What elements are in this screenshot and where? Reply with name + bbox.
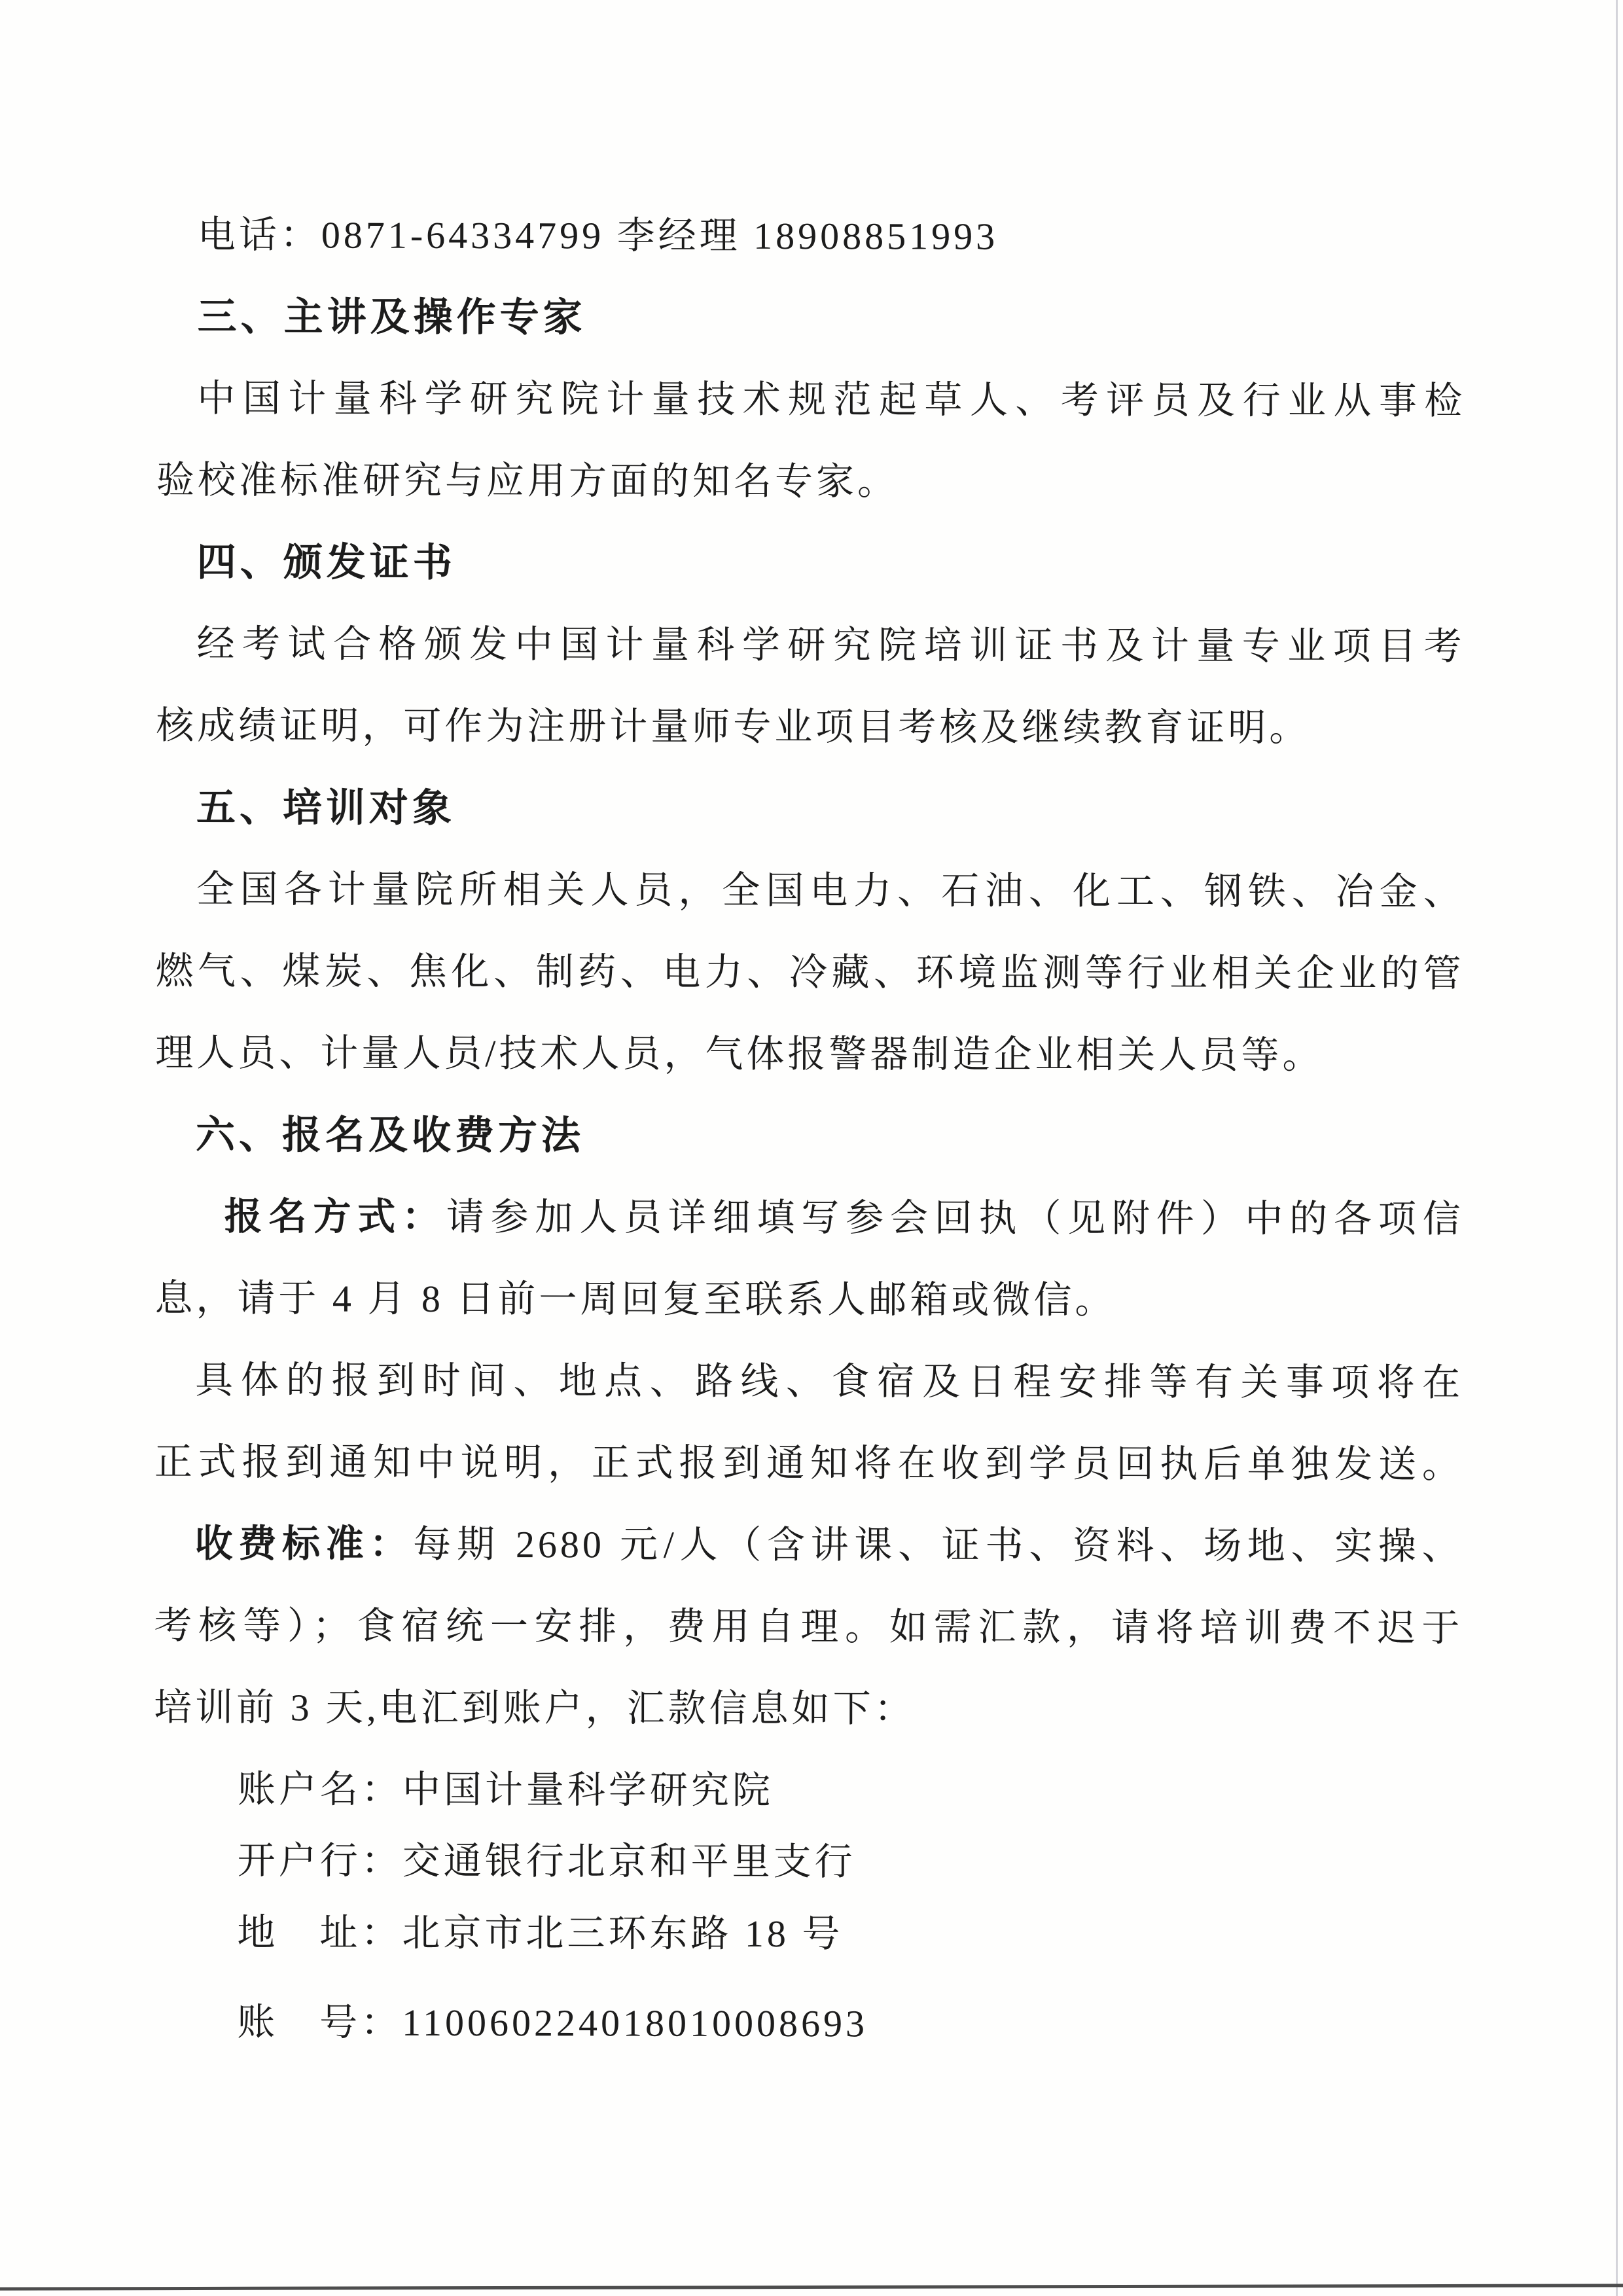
heading-section-3-text: 三、主讲及操作专家 — [197, 295, 586, 340]
bank-name-line — [154, 1830, 1463, 1894]
para-certificate-line-1 — [156, 603, 1465, 687]
para-notice-line-1 — [154, 1339, 1463, 1424]
fee-standard-label: 收费标准： — [194, 1522, 414, 1566]
phone-line-text: 电话：0871-64334799 李经理 18908851993 — [197, 213, 999, 258]
para-certificate-line-1-text: 经考试合格颁发中国计量科学研究院培训证书及计量专业项目考 — [196, 622, 1465, 668]
bank-name-text: 开户行：交通银行北京和平里支行 — [237, 1839, 856, 1884]
para-trainees-line-3 — [155, 1012, 1464, 1096]
para-registration-line-1 — [155, 1175, 1464, 1260]
para-registration-line-2-text: 息，请于 4 月 8 日前一周回复至联系人邮箱或微信。 — [154, 1276, 1116, 1322]
bank-address-text: 地 址：北京市北三环东路 18 号 — [237, 1911, 844, 1956]
para-certificate-line-2-text: 核成绩证明，可作为注册计量师专业项目考核及继续教育证明。 — [156, 704, 1311, 749]
para-experts-line-1-text: 中国计量科学研究院计量技术规范起草人、考评员及行业从事检 — [197, 377, 1466, 423]
scan-right-edge-artifact — [1616, 0, 1618, 2296]
scan-bottom-edge-artifact — [0, 2284, 1623, 2290]
bank-account-name-text: 账户名：中国计量科学研究院 — [237, 1768, 774, 1812]
para-certificate-line-2 — [156, 685, 1465, 769]
para-experts-line-1 — [156, 357, 1465, 442]
heading-section-5-text: 五、培训对象 — [196, 785, 456, 830]
para-notice-line-1-text: 具体的报到时间、地点、路线、食宿及日程安排等有关事项将在 — [195, 1359, 1464, 1405]
heading-section-6-text: 六、报名及收费方法 — [195, 1113, 585, 1158]
para-trainees-line-1-text: 全国各计量院所相关人员，全国电力、石油、化工、钢铁、冶金、 — [196, 868, 1465, 914]
para-registration-line-2 — [154, 1257, 1463, 1342]
para-experts-line-2 — [156, 439, 1465, 524]
para-trainees-line-3-text: 理人员、计量人员/技术人员，气体报警器制造企业相关人员等。 — [155, 1031, 1324, 1077]
registration-method-label: 报名方式： — [224, 1195, 446, 1238]
para-registration-line-1-text: 请参加人员详细填写参会回执（见附件）中的各项信 — [446, 1195, 1464, 1241]
heading-section-6 — [155, 1094, 1464, 1178]
para-fee-line-3-text: 培训前 3 天,电汇到账户，汇款信息如下： — [154, 1685, 916, 1731]
para-trainees-line-2-text: 燃气、煤炭、焦化、制药、电力、冷藏、环境监测等行业相关企业的管 — [155, 949, 1465, 996]
para-fee-line-3 — [154, 1666, 1463, 1751]
para-trainees-line-2 — [155, 930, 1464, 1014]
heading-section-3 — [156, 276, 1465, 360]
page-content — [153, 194, 1466, 2066]
para-notice-line-2-text: 正式报到通知中说明，正式报到通知将在收到学员回执后单独发送。 — [154, 1440, 1464, 1486]
para-fee-line-1 — [154, 1503, 1463, 1587]
para-fee-line-2-text: 考核等）；食宿统一安排，费用自理。如需汇款，请将培训费不迟于 — [154, 1604, 1463, 1650]
heading-section-4 — [156, 521, 1465, 605]
para-experts-line-2-text: 验校准标准研究与应用方面的知名专家。 — [156, 458, 899, 503]
bank-account-number-line — [153, 1981, 1462, 2066]
heading-section-5 — [156, 766, 1465, 851]
para-trainees-line-1 — [156, 848, 1465, 933]
bank-account-name-line — [154, 1748, 1463, 1833]
bank-account-number-text: 账 号：110060224018010008693 — [237, 2001, 868, 2045]
bank-address-line — [153, 1892, 1462, 1976]
para-fee-line-1-text: 每期 2680 元/人（含讲课、证书、资料、场地、实操、 — [413, 1522, 1463, 1568]
phone-line — [157, 194, 1466, 278]
para-fee-line-2 — [154, 1585, 1463, 1669]
para-notice-line-2 — [154, 1421, 1463, 1505]
heading-section-4-text: 四、颁发证书 — [196, 540, 456, 584]
